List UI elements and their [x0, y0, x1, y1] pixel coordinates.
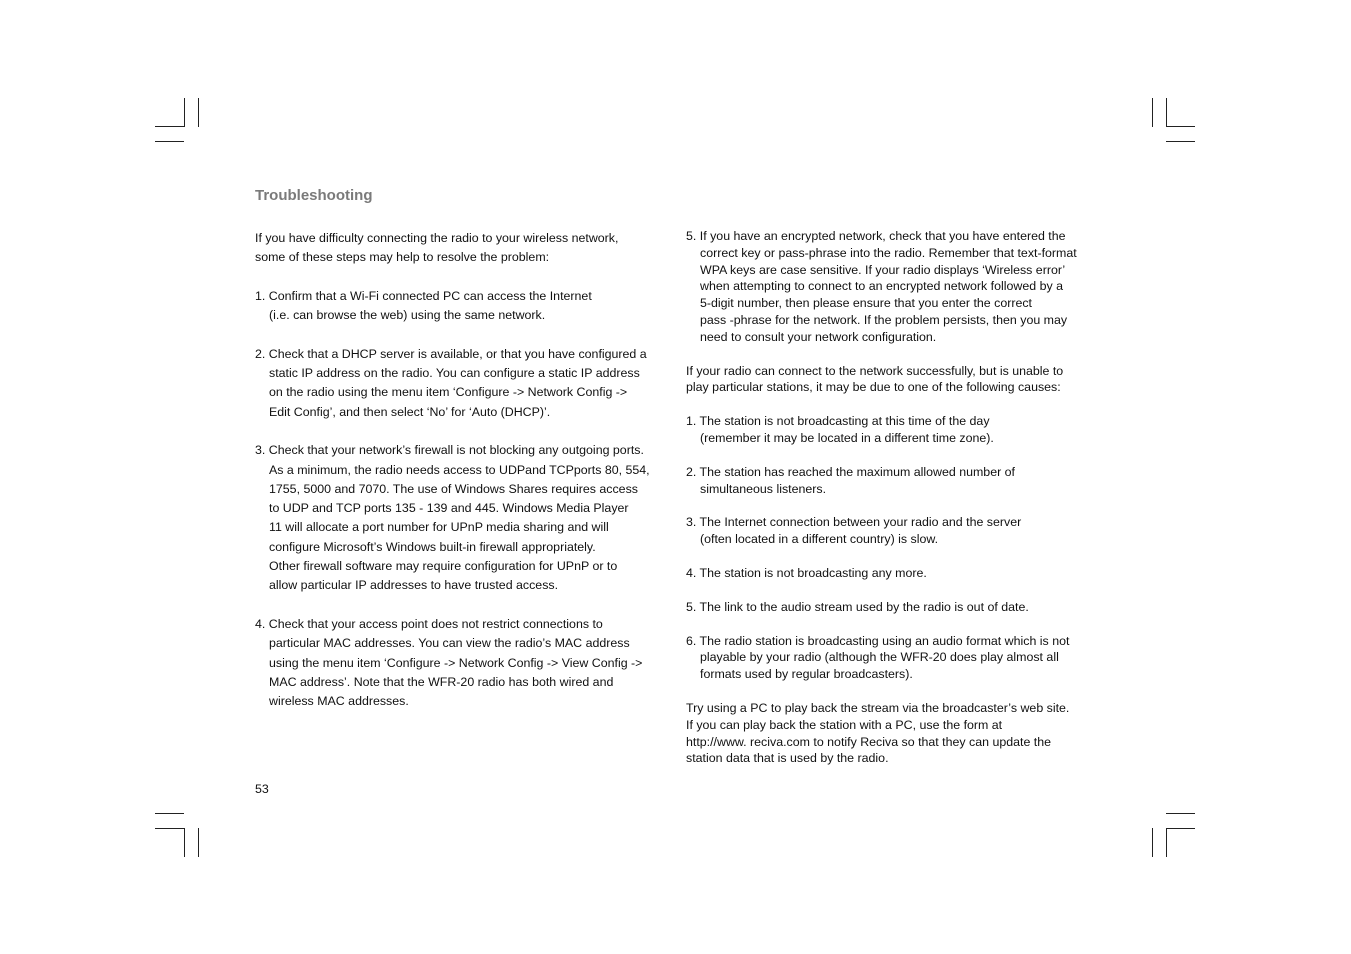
crop-mark: [155, 141, 184, 142]
crop-mark: [1166, 828, 1195, 829]
text-line: 3. Check that your network’s firewall is not blocking any outgoing ports.: [255, 443, 644, 458]
list-item: [255, 345, 675, 422]
left-column: [255, 229, 675, 731]
text-line: (often located in a different country) is slow.: [700, 532, 939, 547]
text-line: simultaneous listeners.: [700, 481, 827, 496]
text-line: http://www. reciva.com to notify Reciva so that they can update the: [686, 734, 1052, 749]
text-line: 2. Check that a DHCP server is available, or that you have configured a: [255, 346, 647, 361]
text-line: 6. The radio station is broadcasting using an audio format which is not: [686, 633, 1070, 648]
text-line: to UDP and TCP ports 135 - 139 and 445. Windows Media Player: [269, 501, 629, 516]
crop-mark: [1166, 126, 1195, 127]
outro-paragraph: [686, 700, 1106, 767]
text-line: particular MAC addresses. You can view the radio’s MAC address: [269, 636, 630, 651]
text-line: (i.e. can browse the web) using the same network.: [269, 308, 546, 323]
list-item: [255, 441, 675, 595]
list-item: [686, 565, 1106, 582]
text-line: If you have difficulty connecting the radio to your wireless network,: [255, 231, 619, 245]
text-line: 4. The station is not broadcasting any more.: [686, 565, 927, 580]
text-line: 5. The link to the audio stream used by the radio is out of date.: [686, 599, 1029, 614]
text-line: 1. Confirm that a Wi-Fi connected PC can access the Internet: [255, 288, 592, 303]
text-line: station data that is used by the radio.: [686, 751, 889, 766]
text-line: 5-digit number, then please ensure that you enter the correct: [700, 296, 1032, 311]
text-line: As a minimum, the radio needs access to UDPand TCPports 80, 554,: [269, 462, 650, 477]
crop-mark: [1166, 813, 1195, 814]
crop-mark: [198, 98, 199, 127]
text-line: using the menu item ‘Configure -> Network Config -> View Config ->: [269, 655, 643, 670]
text-line: (remember it may be located in a different time zone).: [700, 430, 994, 445]
crop-mark: [1152, 98, 1153, 127]
crop-mark: [155, 126, 184, 127]
text-line: formats used by regular broadcasters).: [700, 667, 913, 682]
crop-mark: [1166, 98, 1167, 127]
text-line: 11 will allocate a port number for UPnP media sharing and will: [269, 520, 609, 535]
text-line: some of these steps may help to resolve the problem:: [255, 250, 550, 265]
text-line: Other firewall software may require configuration for UPnP or to: [269, 559, 618, 574]
text-line: If your radio can connect to the network successfully, but is unable to: [686, 363, 1064, 378]
crop-mark: [198, 828, 199, 857]
crop-mark: [1152, 828, 1153, 857]
text-line: MAC address’. Note that the WFR-20 radio has both wired and: [269, 674, 614, 689]
crop-mark: [1166, 828, 1167, 857]
text-line: static IP address on the radio. You can configure a static IP address: [269, 366, 640, 381]
list-item: [686, 599, 1106, 616]
text-line: on the radio using the menu item ‘Configure -> Network Config ->: [269, 385, 628, 400]
text-line: Edit Config’, and then select ‘No’ for ‘Auto (DHCP)’.: [269, 404, 551, 419]
text-line: configure Microsoft’s Windows built-in firewall appropriately.: [269, 539, 596, 554]
causes-intro-paragraph: [686, 363, 1106, 397]
text-line: If you can play back the station with a PC, use the form at: [686, 717, 1003, 732]
text-line: wireless MAC addresses.: [269, 694, 409, 709]
crop-mark: [184, 98, 185, 127]
text-line: play particular stations, it may be due to one of the following causes:: [686, 380, 1061, 395]
text-line: 3. The Internet connection between your radio and the server: [686, 515, 1022, 530]
list-item: [686, 413, 1106, 447]
crop-mark: [184, 828, 185, 857]
list-item: [255, 287, 675, 326]
text-line: 1. The station is not broadcasting at this time of the day: [686, 414, 990, 429]
text-line: 1755, 5000 and 7070. The use of Windows Shares requires access: [269, 481, 638, 496]
page-number: 53: [255, 782, 269, 796]
crop-mark: [155, 813, 184, 814]
list-item: [686, 228, 1106, 346]
text-line: WPA keys are case sensitive. If your radio displays ‘Wireless error’: [700, 262, 1066, 277]
intro-paragraph: [255, 229, 675, 268]
list-item: [686, 464, 1106, 498]
list-item: [255, 615, 675, 711]
text-line: pass -phrase for the network. If the problem persists, then you may: [700, 312, 1068, 327]
text-line: Try using a PC to play back the stream via the broadcaster’s web site.: [686, 700, 1070, 715]
text-line: when attempting to connect to an encrypted network followed by a: [700, 279, 1063, 294]
list-item: [686, 633, 1106, 683]
text-line: allow particular IP addresses to have trusted access.: [269, 578, 559, 593]
text-line: 4. Check that your access point does not restrict connections to: [255, 616, 603, 631]
crop-mark: [1166, 141, 1195, 142]
text-line: playable by your radio (although the WFR-20 does play almost all: [700, 650, 1059, 665]
text-line: 5. If you have an encrypted network, check that you have entered the: [686, 229, 1066, 243]
right-column: [686, 228, 1106, 784]
page-title: Troubleshooting: [255, 187, 373, 204]
list-item: [686, 514, 1106, 548]
crop-mark: [155, 828, 184, 829]
text-line: 2. The station has reached the maximum allowed number of: [686, 464, 1015, 479]
text-line: correct key or pass-phrase into the radio. Remember that text-format: [700, 245, 1077, 260]
text-line: need to consult your network configuration.: [700, 329, 937, 344]
